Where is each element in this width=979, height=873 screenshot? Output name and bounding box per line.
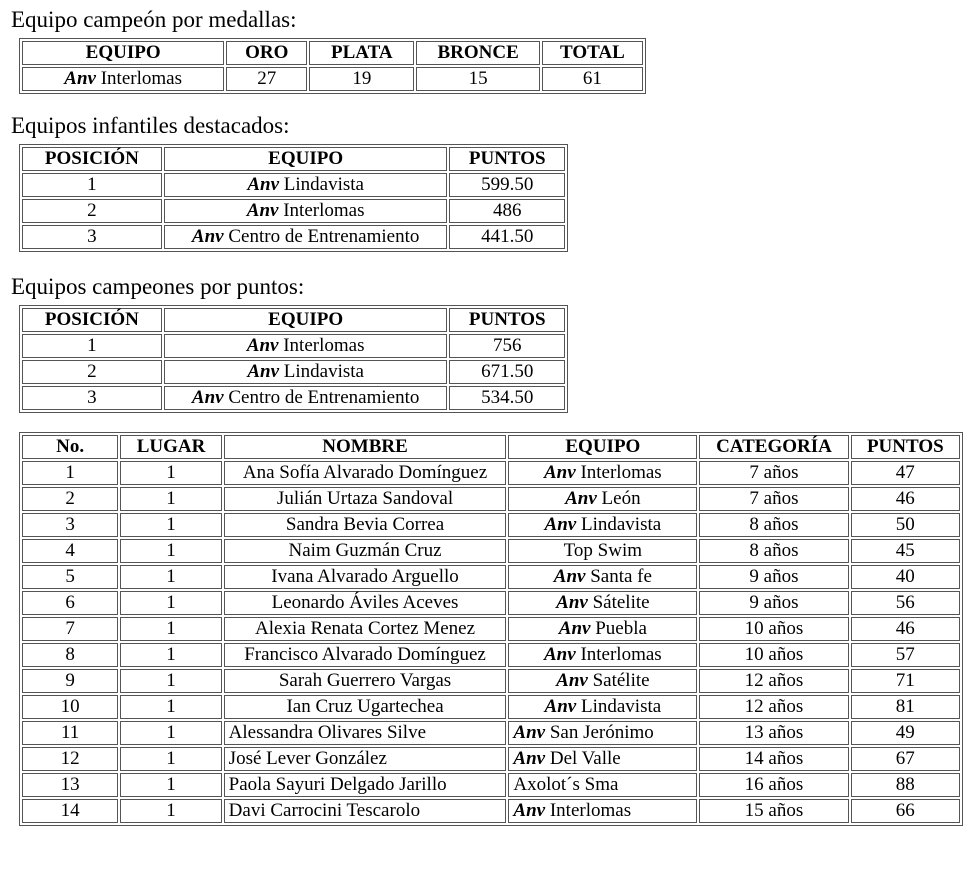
- number-cell: 9: [22, 669, 118, 693]
- number-cell: 14: [22, 799, 118, 823]
- points-cell: 88: [851, 773, 960, 797]
- number-cell: 6: [22, 591, 118, 615]
- team-name: Interlomas: [580, 644, 662, 665]
- place-cell: 1: [120, 461, 221, 485]
- name-cell: Sarah Guerrero Vargas: [224, 669, 507, 693]
- team-cell: [164, 360, 448, 384]
- table-row: [22, 199, 565, 223]
- name-cell: Francisco Alvarado Domínguez: [224, 643, 507, 667]
- header-cell: EQUIPO: [22, 41, 224, 65]
- medals-title: Equipo campeón por medallas:: [11, 7, 297, 32]
- position-cell: 2: [22, 199, 162, 223]
- position-cell: 3: [22, 225, 162, 249]
- team-cell: [164, 334, 448, 358]
- place-cell: 1: [120, 799, 221, 823]
- team-cell: [508, 591, 697, 615]
- place-cell: 1: [120, 669, 221, 693]
- total-cell: 61: [542, 67, 643, 91]
- team-name: Interlomas: [283, 200, 365, 221]
- table-row: [22, 360, 565, 384]
- team-cell: [508, 695, 697, 719]
- points-cell: 45: [851, 539, 960, 563]
- place-cell: 1: [120, 695, 221, 719]
- team-name: Top Swim: [563, 540, 643, 561]
- table-row: [22, 669, 960, 693]
- table-header-row: [22, 308, 565, 332]
- puntos-title: Equipos campeones por puntos:: [11, 274, 305, 299]
- anv-prefix: Anv: [556, 670, 588, 691]
- team-cell: [164, 386, 448, 410]
- table-row: [22, 487, 960, 511]
- place-cell: 1: [120, 513, 221, 537]
- header-cell: EQUIPO: [508, 435, 697, 459]
- position-cell: 1: [22, 173, 162, 197]
- points-cell: 67: [851, 747, 960, 771]
- header-cell: POSICIÓN: [22, 308, 162, 332]
- table-row: [22, 225, 565, 249]
- header-cell: TOTAL: [542, 41, 643, 65]
- category-cell: 15 años: [699, 799, 848, 823]
- anv-prefix: Anv: [565, 488, 597, 509]
- header-cell: PUNTOS: [449, 147, 565, 171]
- category-cell: 12 años: [699, 669, 848, 693]
- anv-prefix: Anv: [246, 200, 279, 221]
- place-cell: 1: [120, 617, 221, 641]
- number-cell: 4: [22, 539, 118, 563]
- team-cell: [164, 173, 448, 197]
- team-cell: [508, 565, 697, 589]
- place-cell: 1: [120, 721, 221, 745]
- team-cell: [508, 799, 697, 823]
- anv-prefix: Anv: [64, 68, 96, 89]
- team-name: Interlomas: [549, 800, 632, 821]
- category-cell: 8 años: [699, 513, 848, 537]
- team-name: Lindavista: [283, 174, 364, 195]
- place-cell: 1: [120, 747, 221, 771]
- anv-prefix: Anv: [544, 514, 577, 535]
- table-header-row: [22, 147, 565, 171]
- points-cell: 47: [851, 461, 960, 485]
- anv-prefix: Anv: [544, 644, 576, 665]
- infantiles-title: Equipos infantiles destacados:: [11, 113, 290, 138]
- name-cell: Leonardo Áviles Aceves: [224, 591, 507, 615]
- category-cell: 12 años: [699, 695, 848, 719]
- name-cell: Ivana Alvarado Arguello: [224, 565, 507, 589]
- team-cell: [508, 539, 697, 563]
- points-cell: 56: [851, 591, 960, 615]
- header-cell: PUNTOS: [449, 308, 565, 332]
- team-cell: [508, 669, 697, 693]
- table-row: [22, 643, 960, 667]
- position-cell: 3: [22, 386, 162, 410]
- place-cell: 1: [120, 565, 221, 589]
- team-cell: [508, 721, 697, 745]
- team-name: Sátelite: [592, 592, 650, 613]
- team-cell: [508, 487, 697, 511]
- puntos-table: [19, 305, 568, 413]
- number-cell: 11: [22, 721, 118, 745]
- anv-prefix: Anv: [246, 335, 279, 356]
- table-row: [22, 721, 960, 745]
- points-cell: 671.50: [449, 360, 565, 384]
- table-row: [22, 173, 565, 197]
- team-cell: [164, 225, 448, 249]
- header-cell: No.: [22, 435, 118, 459]
- number-cell: 12: [22, 747, 118, 771]
- team-cell: [508, 773, 697, 797]
- points-cell: 81: [851, 695, 960, 719]
- header-cell: NOMBRE: [224, 435, 507, 459]
- header-cell: EQUIPO: [164, 147, 448, 171]
- team-name: Santa fe: [590, 566, 652, 587]
- team-cell: [164, 199, 448, 223]
- table-row: [22, 695, 960, 719]
- name-cell: Julián Urtaza Sandoval: [224, 487, 507, 511]
- table-row: [22, 799, 960, 823]
- team-name: Lindavista: [580, 514, 662, 535]
- team-cell: [508, 461, 697, 485]
- header-cell: POSICIÓN: [22, 147, 162, 171]
- points-cell: 40: [851, 565, 960, 589]
- points-cell: 71: [851, 669, 960, 693]
- name-cell: Alessandra Olivares Silve: [224, 721, 507, 745]
- team-name: Del Valle: [549, 748, 621, 769]
- results-table: [19, 432, 963, 826]
- anv-prefix: Anv: [556, 592, 588, 613]
- category-cell: 9 años: [699, 591, 848, 615]
- points-cell: 46: [851, 617, 960, 641]
- number-cell: 1: [22, 461, 118, 485]
- anv-prefix: Anv: [544, 462, 576, 483]
- name-cell: Ian Cruz Ugartechea: [224, 695, 507, 719]
- points-cell: 57: [851, 643, 960, 667]
- table-row: [22, 565, 960, 589]
- points-cell: 49: [851, 721, 960, 745]
- table-row: [22, 386, 565, 410]
- header-cell: PLATA: [309, 41, 414, 65]
- anv-prefix: Anv: [558, 618, 591, 639]
- anv-prefix: Anv: [247, 361, 280, 382]
- points-cell: 486: [449, 199, 565, 223]
- points-cell: 50: [851, 513, 960, 537]
- category-cell: 7 años: [699, 487, 848, 511]
- number-cell: 2: [22, 487, 118, 511]
- table-header-row: [22, 41, 643, 65]
- category-cell: 8 años: [699, 539, 848, 563]
- anv-prefix: Anv: [544, 696, 577, 717]
- team-name: Puebla: [595, 618, 647, 639]
- category-cell: 13 años: [699, 721, 848, 745]
- team-name: Axolot´s Sma: [513, 774, 619, 795]
- place-cell: 1: [120, 539, 221, 563]
- header-cell: CATEGORÍA: [699, 435, 848, 459]
- silver-cell: 19: [309, 67, 414, 91]
- team-cell: [508, 643, 697, 667]
- table-row: [22, 747, 960, 771]
- infantiles-table: [19, 144, 568, 252]
- team-name: Centro de Entrenamiento: [228, 226, 420, 247]
- medals-table: [19, 38, 646, 94]
- table-row: [22, 513, 960, 537]
- name-cell: José Lever González: [224, 747, 507, 771]
- header-cell: LUGAR: [120, 435, 221, 459]
- name-cell: Sandra Bevia Correa: [224, 513, 507, 537]
- place-cell: 1: [120, 773, 221, 797]
- category-cell: 10 años: [699, 643, 848, 667]
- number-cell: 10: [22, 695, 118, 719]
- team-cell: [508, 513, 697, 537]
- anv-prefix: Anv: [191, 387, 224, 408]
- table-row: [22, 67, 643, 91]
- bronze-cell: 15: [416, 67, 539, 91]
- anv-prefix: Anv: [513, 800, 546, 821]
- category-cell: 7 años: [699, 461, 848, 485]
- number-cell: 5: [22, 565, 118, 589]
- gold-cell: 27: [226, 67, 307, 91]
- category-cell: 9 años: [699, 565, 848, 589]
- table-row: [22, 461, 960, 485]
- team-cell: [508, 617, 697, 641]
- header-cell: ORO: [226, 41, 307, 65]
- position-cell: 2: [22, 360, 162, 384]
- anv-prefix: Anv: [191, 226, 224, 247]
- name-cell: Paola Sayuri Delgado Jarillo: [224, 773, 507, 797]
- team-cell: [508, 747, 697, 771]
- name-cell: Davi Carrocini Tescarolo: [224, 799, 507, 823]
- table-header-row: [22, 435, 960, 459]
- team-name: Interlomas: [283, 335, 365, 356]
- anv-prefix: Anv: [247, 174, 280, 195]
- header-cell: EQUIPO: [164, 308, 448, 332]
- position-cell: 1: [22, 334, 162, 358]
- name-cell: Ana Sofía Alvarado Domínguez: [224, 461, 507, 485]
- number-cell: 3: [22, 513, 118, 537]
- points-cell: 756: [449, 334, 565, 358]
- anv-prefix: Anv: [553, 566, 586, 587]
- header-cell: BRONCE: [416, 41, 539, 65]
- number-cell: 7: [22, 617, 118, 641]
- table-row: [22, 539, 960, 563]
- table-row: [22, 773, 960, 797]
- place-cell: 1: [120, 591, 221, 615]
- team-name: Interlomas: [100, 68, 182, 89]
- place-cell: 1: [120, 487, 221, 511]
- team-name: Interlomas: [580, 462, 662, 483]
- header-cell: PUNTOS: [851, 435, 960, 459]
- name-cell: Alexia Renata Cortez Menez: [224, 617, 507, 641]
- points-cell: 46: [851, 487, 960, 511]
- points-cell: 599.50: [449, 173, 565, 197]
- team-name: San Jerónimo: [549, 722, 654, 743]
- category-cell: 16 años: [699, 773, 848, 797]
- category-cell: 14 años: [699, 747, 848, 771]
- table-row: [22, 334, 565, 358]
- team-name: Satélite: [592, 670, 650, 691]
- anv-prefix: Anv: [513, 748, 546, 769]
- anv-prefix: Anv: [513, 722, 546, 743]
- table-row: [22, 591, 960, 615]
- place-cell: 1: [120, 643, 221, 667]
- points-cell: 534.50: [449, 386, 565, 410]
- team-name: León: [601, 488, 641, 509]
- team-name: Centro de Entrenamiento: [228, 387, 420, 408]
- points-cell: 66: [851, 799, 960, 823]
- team-name: Lindavista: [283, 361, 364, 382]
- number-cell: 8: [22, 643, 118, 667]
- table-row: [22, 617, 960, 641]
- name-cell: Naim Guzmán Cruz: [224, 539, 507, 563]
- team-name: Lindavista: [580, 696, 662, 717]
- number-cell: 13: [22, 773, 118, 797]
- category-cell: 10 años: [699, 617, 848, 641]
- points-cell: 441.50: [449, 225, 565, 249]
- team-cell: [22, 67, 224, 91]
